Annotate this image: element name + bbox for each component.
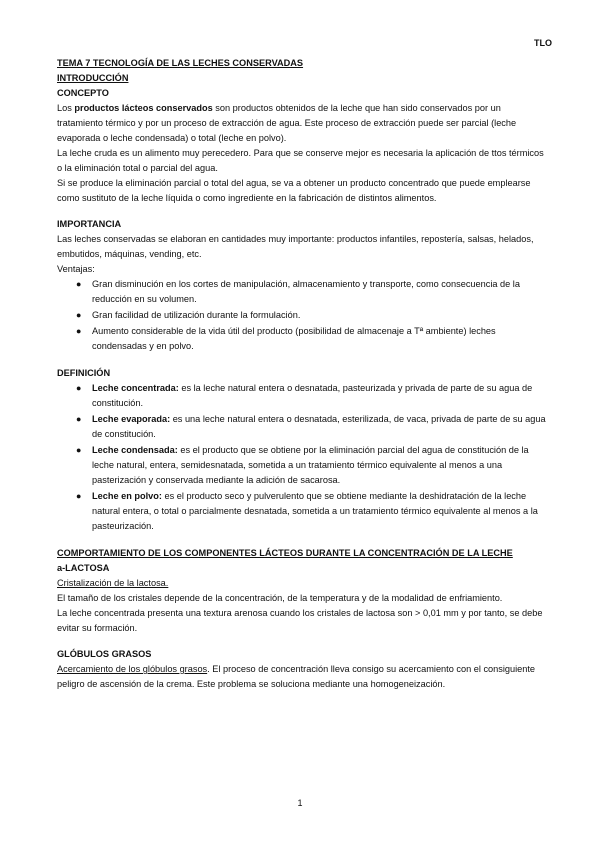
ventajas-label: Ventajas: [57, 264, 95, 274]
ventajas-list [57, 277, 547, 354]
list-item [57, 443, 547, 488]
spacer [57, 206, 547, 217]
list-item-text: Gran facilidad de utilización durante la formulación. [92, 310, 301, 320]
list-item [57, 381, 547, 411]
spacer [57, 355, 547, 366]
list-item [57, 324, 547, 354]
concepto-p1-rest: son productos obtenidos de la leche que han sido conservados por un tratamiento térmico y por un proceso de extracción de agua. Este proceso de extracción puede ser parcial (leche evaporada o leche condensada) o total (leche en polvo). [57, 103, 517, 143]
list-item-text: Aumento considerable de la vida útil del producto (posibilidad de almacenaje a Tª ambiente) leches condensadas y en polvo. [92, 326, 496, 351]
importancia-heading: IMPORTANCIA [57, 219, 122, 229]
concepto-p1-prefix: Los [57, 103, 75, 113]
concepto-p1-bold: productos lácteos conservados [74, 103, 213, 113]
list-item-text: Gran disminución en los cortes de manipulación, almacenamiento y transporte, como consecuencia de la reducción en su volumen. [92, 279, 520, 304]
page-title: TEMA 7 TECNOLOGÍA DE LAS LECHES CONSERVADAS [57, 58, 304, 68]
definition-text: es la leche natural entera o desnatada, pasteurizada y privada de parte de su agua de constitución. [92, 383, 533, 408]
concepto-paragraph-3: Si se produce la eliminación parcial o total del agua, se va a obtener un producto concentrado que puede emplearse como sustituto de la leche líquida o como ingrediente en la fabricación de distintos alimentos. [57, 178, 531, 203]
header-initials: TLO [534, 38, 552, 48]
bullet-icon: ● [76, 326, 82, 336]
spacer [57, 636, 547, 647]
bullet-icon: ● [76, 414, 82, 424]
lactosa-heading: a-LACTOSA [57, 563, 110, 573]
bullet-icon: ● [76, 310, 82, 320]
grasos-text: . El proceso de concentración lleva consigo su acercamiento con el consiguiente peligro de ascensión de la crema. Este problema se soluciona mediante una homogeneización. [57, 664, 536, 689]
list-item [57, 412, 547, 442]
spacer [57, 535, 547, 546]
bullet-icon: ● [76, 279, 82, 289]
document-body [57, 56, 547, 692]
concepto-paragraph-1 [57, 101, 547, 146]
definition-term: Leche evaporada: [92, 414, 171, 424]
lactosa-paragraph-2: La leche concentrada presenta una textura arenosa cuando los cristales de lactosa son > 0,01 mm y por tanto, se debe evitar su formación. [57, 608, 543, 633]
comportamiento-heading: COMPORTAMIENTO DE LOS COMPONENTES LÁCTEOS DURANTE LA CONCENTRACIÓN DE LA LECHE [57, 548, 513, 558]
intro-heading: INTRODUCCIÓN [57, 73, 129, 83]
concepto-heading: CONCEPTO [57, 88, 109, 98]
grasos-paragraph [57, 662, 547, 692]
list-item [57, 277, 547, 307]
definition-term: Leche concentrada: [92, 383, 179, 393]
definicion-heading: DEFINICIÓN [57, 368, 111, 378]
bullet-icon: ● [76, 445, 82, 455]
bullet-icon: ● [76, 491, 82, 501]
importancia-paragraph: Las leches conservadas se elaboran en cantidades muy importante: productos infantiles, repostería, salsas, helados, embutidos, máquinas, vending, etc. [57, 234, 534, 259]
definition-term: Leche condensada: [92, 445, 178, 455]
page-number: 1 [297, 798, 303, 808]
lactosa-paragraph-1: El tamaño de los cristales depende de la concentración, de la temperatura y de la modalidad de enfriamiento. [57, 593, 503, 603]
definition-text: es una leche natural entera o desnatada, esterilizada, de vaca, privada de parte de su agua de constitución. [92, 414, 546, 439]
grasos-subheading: Acercamiento de los glóbulos grasos [57, 664, 208, 674]
definition-term: Leche en polvo: [92, 491, 162, 501]
list-item [57, 308, 547, 323]
definition-text: es el producto seco y pulverulento que se obtiene mediante la deshidratación de la leche natural entera, o total o parcialmente desnatada, sometida a un tratamiento térmico equivalente al menos a la pasteurización. [92, 491, 538, 531]
concepto-paragraph-2: La leche cruda es un alimento muy perecedero. Para que se conserve mejor es necesaria la aplicación de ttos térmicos o la eliminación total o parcial del agua. [57, 148, 544, 173]
definition-text: es el producto que se obtiene por la eliminación parcial del agua de constitución de la leche natural, entera, semidesnatada, sometida a un tratamiento térmico equivalente al menos a una pasterización y conservada mediante la adición de sacarosa. [92, 445, 529, 485]
bullet-icon: ● [76, 383, 82, 393]
definicion-list [57, 381, 547, 534]
list-item [57, 489, 547, 534]
lactosa-subheading: Cristalización de la lactosa. [57, 578, 169, 588]
grasos-heading: GLÓBULOS GRASOS [57, 649, 152, 659]
